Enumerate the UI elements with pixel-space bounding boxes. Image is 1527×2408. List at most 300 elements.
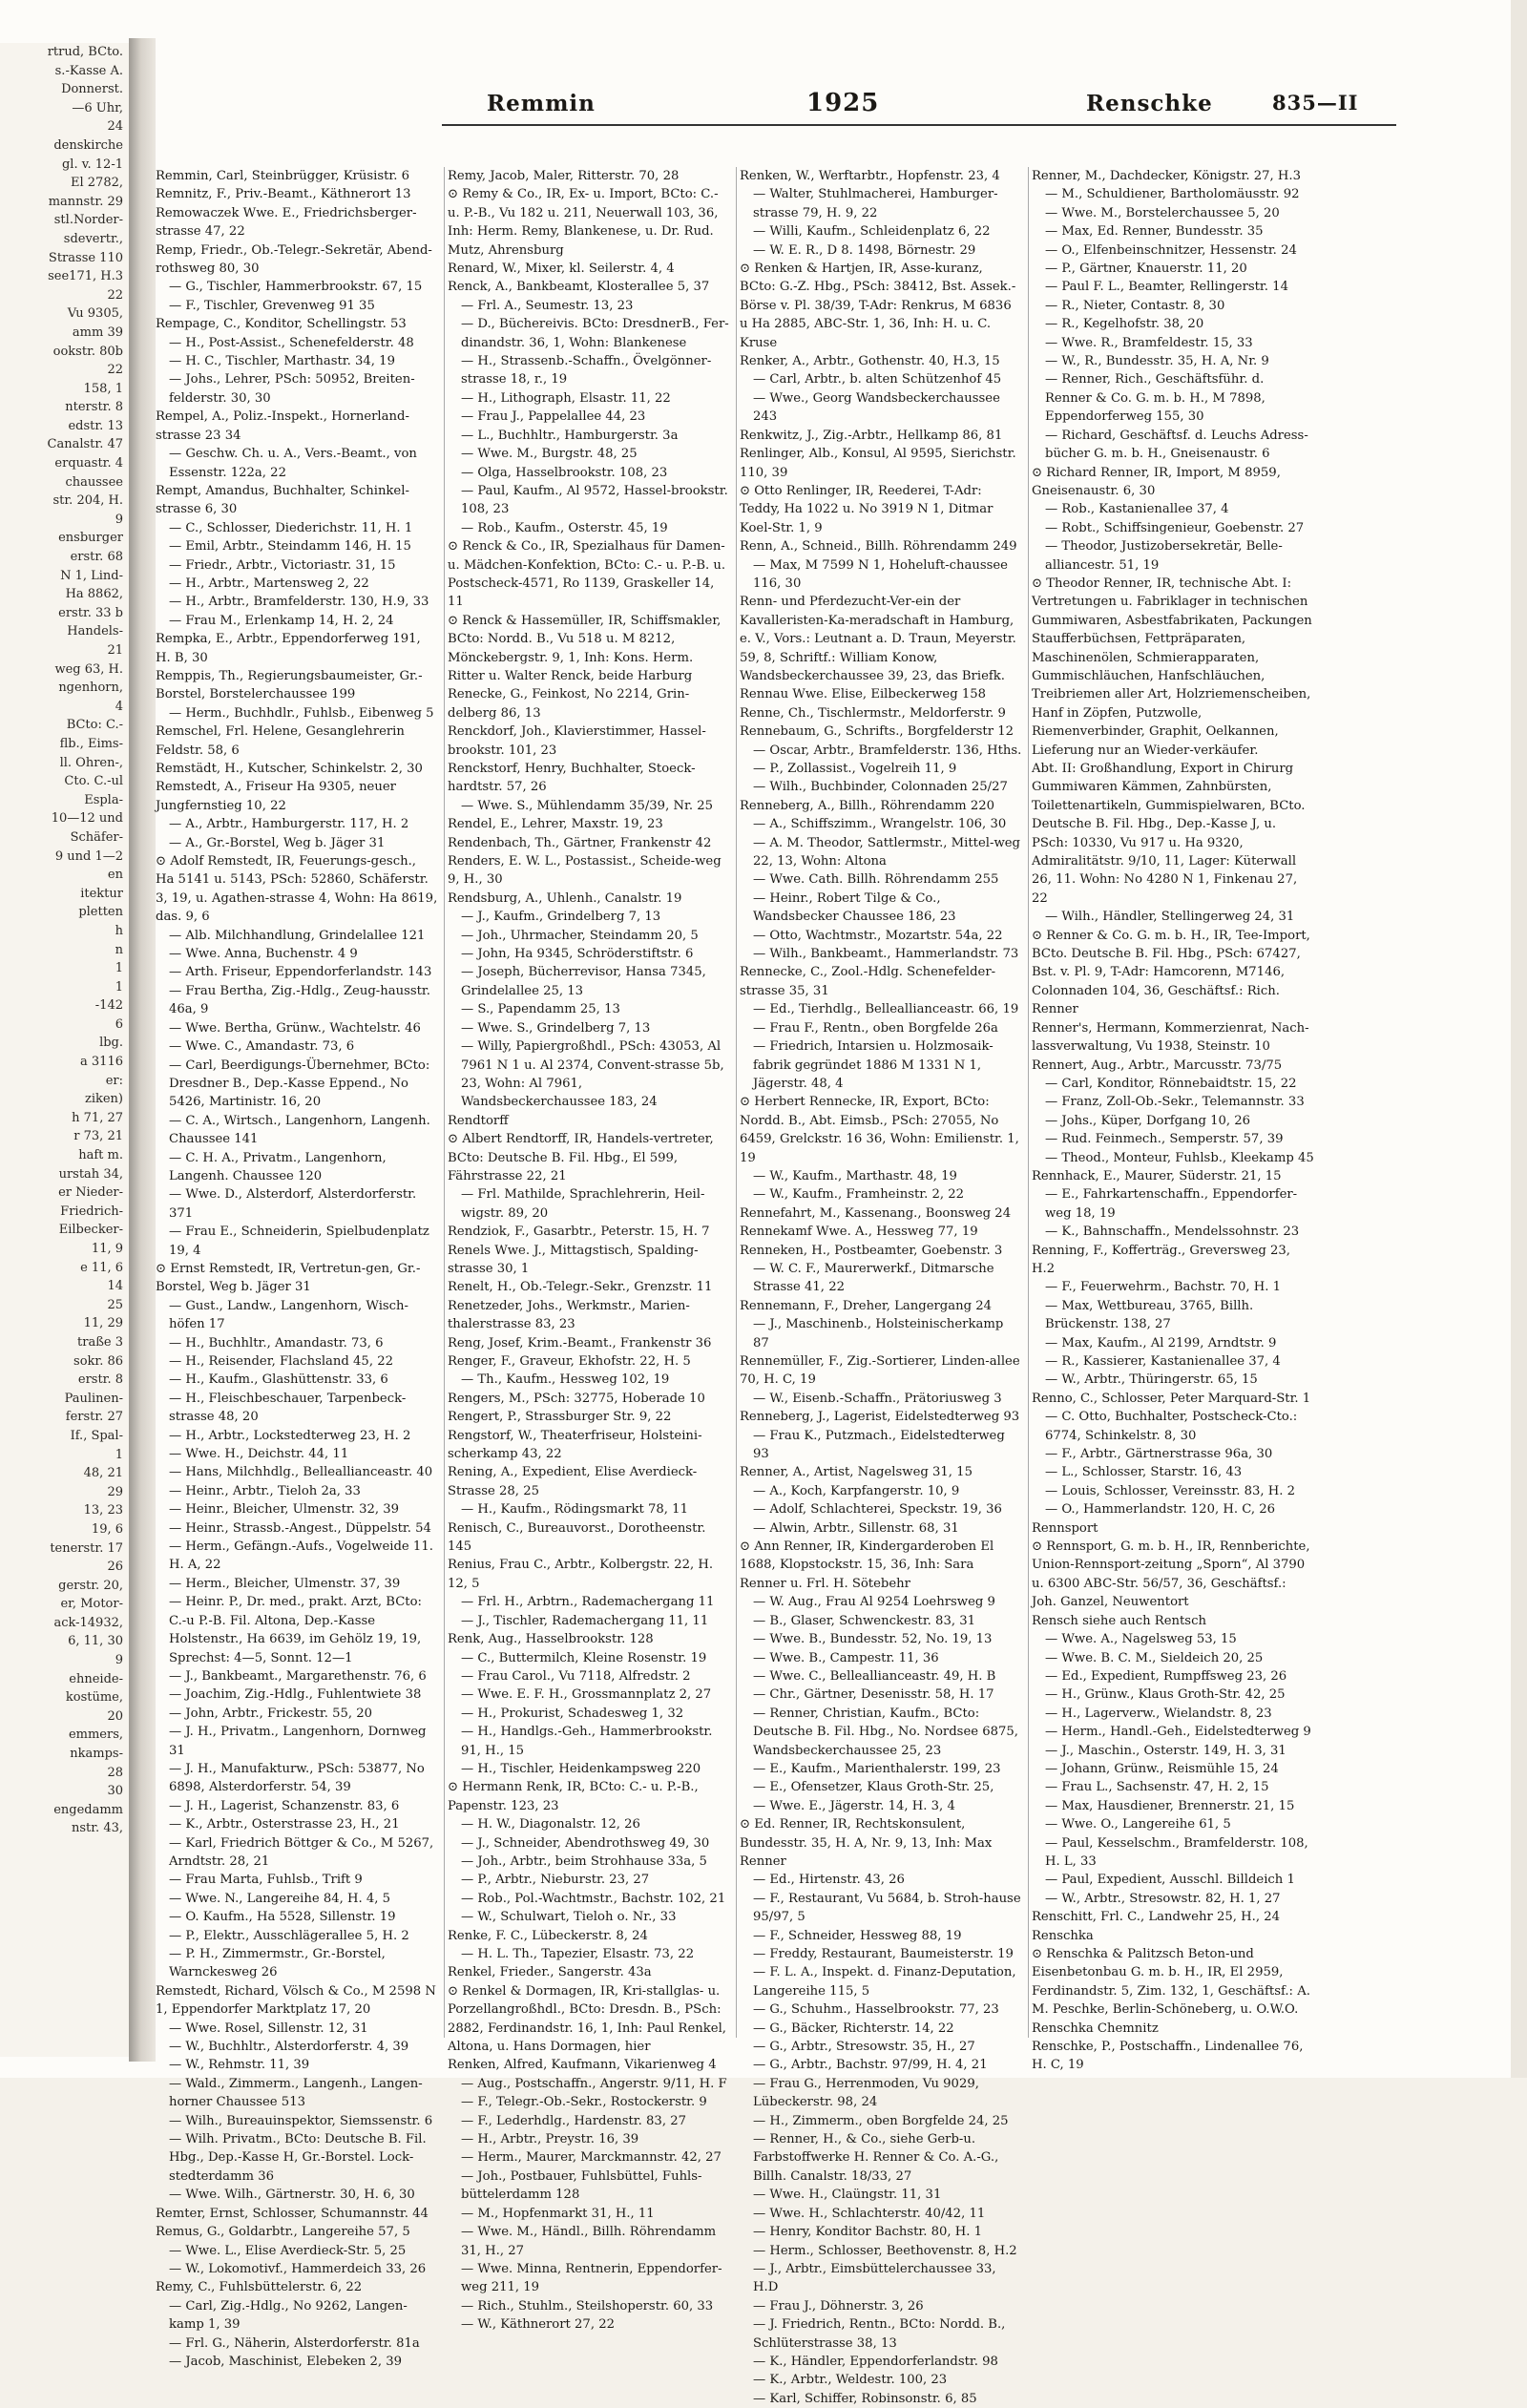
- directory-entry: Renken, W., Werftarbtr., Hopfenstr. 23, 4: [740, 169, 1000, 183]
- prev-page-line: traße 3: [77, 1334, 123, 1350]
- prev-page-line: haft m.: [78, 1148, 123, 1163]
- directory-entry: Renno, C., Schlosser, Peter Marquard-Str. 1: [1032, 1391, 1311, 1406]
- directory-entry: — W. E. R., D 8. 1498, Börnestr. 29: [753, 242, 976, 258]
- directory-entry: — H., Arbtr., Bramfelderstr. 130, H.9, 33: [169, 595, 429, 610]
- directory-entry: — Wwe. B., Bundesstr. 52, No. 19, 13: [753, 1632, 993, 1647]
- directory-entry: — Frl. G., Näherin, Alsterdorferstr. 81a: [169, 2335, 420, 2351]
- directory-entry: — Carl, Zig.-Hdlg., No 9262, Langen-kamp 1, 39: [169, 2298, 408, 2333]
- directory-entry: — Heinr., Bleicher, Ulmenstr. 32, 39: [169, 1502, 400, 1518]
- directory-entry: — L., Buchhltr., Hamburgerstr. 3a: [461, 428, 679, 443]
- prev-page-line: e 11, 6: [80, 1260, 123, 1275]
- prev-page-line: Espla-: [84, 792, 123, 807]
- directory-entry: — Heinr., Arbtr., Tieloh 2a, 33: [169, 1483, 361, 1498]
- directory-entry: — John, Ha 9345, Schröderstiftstr. 6: [461, 947, 694, 962]
- directory-entry: — B., Glaser, Schwenckestr. 83, 31: [753, 1613, 976, 1628]
- directory-entry: — O., Elfenbeinschnitzer, Hessenstr. 24: [1045, 242, 1297, 258]
- directory-entry: — J. Friedrich, Rentn., BCto: Nordd. B., Schlüterstrasse 38, 13: [753, 2317, 1006, 2351]
- directory-entry: — Joh., Uhrmacher, Steindamm 20, 5: [461, 928, 699, 943]
- directory-entry: — Frau J., Döhnerstr. 3, 26: [753, 2298, 924, 2314]
- directory-entry: Remnitz, F., Priv.-Beamt., Käthnerort 13: [156, 187, 411, 202]
- directory-entry: ⊙ Albert Rendtorff, IR, Handels-vertreter, BCto: Deutsche B. Fil. Hbg., El 599, Fährstrasse 22, 21: [448, 1132, 714, 1183]
- directory-entry: — F., Restaurant, Vu 5684, b. Stroh-hause 95/97, 5: [753, 1891, 1021, 1925]
- directory-entry: Rendziok, F., Gasarbtr., Peterstr. 15, H. 7: [448, 1225, 710, 1240]
- directory-entry: Remy, Jacob, Maler, Ritterstr. 70, 28: [448, 169, 680, 183]
- directory-entry: — Wwe. L., Elise Averdieck-Str. 5, 25: [169, 2243, 407, 2258]
- directory-entry: Rempka, E., Arbtr., Eppendorferweg 191, H. B, 30: [156, 632, 421, 665]
- directory-entry: — H. W., Diagonalstr. 12, 26: [461, 1817, 640, 1832]
- prev-page-line: erstr. 68: [70, 550, 123, 565]
- directory-entry: — H., Lithograph, Elsastr. 11, 22: [461, 390, 671, 406]
- directory-entry: Rennsport: [1032, 1520, 1098, 1536]
- directory-entry: Remppis, Th., Regierungsbaumeister, Gr.-Borstel, Borstelerchaussee 199: [156, 668, 423, 702]
- directory-entry: Renneberg, J., Lagerist, Eidelstedterweg 93: [740, 1410, 1020, 1425]
- directory-entry: Renner's, Hermann, Kommerzienrat, Nach-lassverwaltung, Vu 1938, Steinstr. 10: [1032, 1020, 1309, 1055]
- directory-entry: — Theodor, Justizobersekretär, Belle-alliancestr. 51, 19: [1045, 539, 1283, 573]
- directory-entry: Remowaczek Wwe. E., Friedrichsberger-strasse 47, 22: [156, 205, 417, 240]
- prev-page-line: Donnerst.: [61, 82, 123, 97]
- prev-page-line: 9: [115, 1653, 123, 1668]
- directory-entry: — Wwe. A., Nagelsweg 53, 15: [1045, 1632, 1237, 1647]
- prev-page-line: sokr. 86: [73, 1353, 123, 1369]
- prev-page-line: denskirche: [53, 137, 123, 153]
- header-year: 1925: [806, 89, 880, 117]
- prev-page-line: s.-Kasse A.: [54, 63, 123, 78]
- directory-entry: Renelt, H., Ob.-Telegr.-Sekr., Grenzstr. 11: [448, 1280, 713, 1295]
- directory-entry: — Heinr., Robert Tilge & Co., Wandsbecker Chaussee 186, 23: [753, 890, 956, 925]
- directory-entry: — M., Schuldiener, Bartholomäusstr. 92: [1045, 187, 1300, 202]
- directory-entry: — Frau M., Erlenkamp 14, H. 2, 24: [169, 613, 394, 628]
- directory-entry: — O. Kaufm., Ha 5528, Sillenstr. 19: [169, 1910, 396, 1925]
- directory-entry: Rennefahrt, M., Kassenang., Boonsweg 24: [740, 1205, 1012, 1221]
- directory-entry: — J., Bankbeamt., Margarethenstr. 76, 6: [169, 1668, 427, 1684]
- directory-entry: — Herm., Bleicher, Ulmenstr. 37, 39: [169, 1576, 401, 1591]
- directory-entry: Rempage, C., Konditor, Schellingstr. 53: [156, 317, 407, 332]
- directory-entry: — Wwe. Minna, Rentnerin, Eppendorfer-weg 211, 19: [461, 2261, 722, 2295]
- directory-entry: Rening, A., Expedient, Elise Averdieck-Strasse 28, 25: [448, 1465, 698, 1498]
- directory-entry: — J., Kaufm., Grindelberg 7, 13: [461, 910, 661, 925]
- prev-page-line: ehneide-: [69, 1671, 123, 1686]
- prev-page-line: 10—12 und: [51, 811, 123, 827]
- directory-entry: — Wwe. Cath. Billh. Röhrendamm 255: [753, 872, 999, 888]
- directory-entry: — Karl, Schiffer, Robinsonstr. 6, 85: [753, 2391, 977, 2406]
- directory-entry: Rennhack, E., Maurer, Süderstr. 21, 15: [1032, 1168, 1282, 1183]
- directory-entry: — Wwe. O., Langereihe 61, 5: [1045, 1817, 1231, 1832]
- directory-firm-entry: ⊙ Remy & Co., IR, Ex- u. Import, BCto: C.- u. P.-B., Vu 182 u. 211, Neuerwall 103, 36, Inh: Herm. Remy, Blankenese, u. Dr. Rud. Mutz, Ahrensburg: [448, 187, 719, 258]
- directory-entry: Rengstorf, W., Theaterfriseur, Holsteini-scherkamp 43, 22: [448, 1428, 702, 1462]
- directory-entry: — Wwe. E., Jägerstr. 14, H. 3, 4: [753, 1798, 955, 1813]
- column-divider: [444, 167, 445, 2038]
- directory-entry: — Wwe. N., Langereihe 84, H. 4, 5: [169, 1891, 391, 1906]
- directory-entry: Rennau Wwe. Elise, Eilbeckerweg 158: [740, 687, 987, 702]
- directory-entry: Rennemann, F., Dreher, Langergang 24: [740, 1298, 993, 1313]
- prev-page-line: If., Spal-: [70, 1428, 123, 1443]
- directory-entry: — Wwe. E. F. H., Grossmannplatz 2, 27: [461, 1687, 712, 1703]
- directory-entry: Renecke, G., Feinkost, No 2214, Grin-delberg 86, 13: [448, 687, 690, 721]
- directory-entry: — Wwe. M., Händl., Billh. Röhrendamm 31, H., 27: [461, 2225, 717, 2258]
- prev-page-line: 25: [107, 1297, 123, 1312]
- directory-entry: — Frl. A., Seumestr. 13, 23: [461, 298, 634, 313]
- directory-entry: — M., Hopfenmarkt 31, H., 11: [461, 2206, 655, 2221]
- directory-entry: Rempel, A., Poliz.-Inspekt., Hornerland-strasse 23 34: [156, 409, 409, 443]
- directory-entry: Rennekamf Wwe. A., Hessweg 77, 19: [740, 1225, 978, 1240]
- directory-entry: — W., Schulwart, Tieloh o. Nr., 33: [461, 1910, 677, 1925]
- header-last-entry: Renschke: [1086, 91, 1213, 116]
- directory-entry: Rengert, P., Strassburger Str. 9, 22: [448, 1410, 672, 1425]
- prev-page-line: pletten: [78, 905, 123, 920]
- directory-entry: Renger, F., Graveur, Ekhofstr. 22, H. 5: [448, 1354, 691, 1369]
- prev-page-line: gl. v. 12-1: [61, 157, 123, 172]
- directory-entry: — Walter, Stuhlmacherei, Hamburger-strasse 79, H. 9, 22: [753, 187, 998, 220]
- directory-page: [156, 43, 1511, 2406]
- directory-entry: — K., Arbtr., Osterstrasse 23, H., 21: [169, 1817, 400, 1832]
- directory-entry: — Wwe. D., Alsterdorf, Alsterdorferstr. 371: [169, 1187, 417, 1221]
- directory-entry: — P., Elektr., Ausschlägerallee 5, H. 2: [169, 1928, 409, 1943]
- directory-entry: — S., Papendamm 25, 13: [461, 1002, 620, 1017]
- directory-entry: — W., Arbtr., Thüringerstr. 65, 15: [1045, 1372, 1258, 1388]
- prev-page-line: 22: [107, 287, 123, 303]
- directory-entry: — F., Tischler, Grevenweg 91 35: [169, 298, 375, 313]
- directory-entry: — A. M. Theodor, Sattlermstr., Mittel-weg 22, 13, Wohn: Altona: [753, 835, 1020, 869]
- directory-entry: — Wwe. S., Grindelberg 7, 13: [461, 1020, 651, 1036]
- directory-entry: — Frl. H., Arbtrn., Rademachergang 11: [461, 1595, 715, 1610]
- directory-entry: — K., Händler, Eppendorferlandstr. 98: [753, 2354, 998, 2369]
- prev-page-line: Paulinen-: [64, 1391, 123, 1406]
- directory-firm-entry: ⊙ Richard Renner, IR, Import, M 8959, Gneisenaustr. 6, 30: [1032, 465, 1281, 498]
- directory-firm-entry: ⊙ Renck & Co., IR, Spezialhaus für Damen- u. Mädchen-Konfektion, BCto: C.- u. P.-B. u. Postscheck-4571, Ro 1139, Graskeller 14, 11: [448, 539, 726, 610]
- directory-entry: Rendenbach, Th., Gärtner, Frankenstr 42: [448, 835, 712, 850]
- directory-entry: — Rob., Kastanienallee 37, 4: [1045, 502, 1229, 517]
- directory-entry: — C., Schlosser, Diederichstr. 11, H. 1: [169, 520, 413, 535]
- directory-firm-entry: ⊙ Otto Renlinger, IR, Reederei, T-Adr: Teddy, Ha 1022 u. No 3919 N 1, Ditmar Koel-Str. 1, 9: [740, 483, 994, 535]
- directory-entry: — W., Buchhltr., Alsterdorferstr. 4, 39: [169, 2040, 409, 2055]
- directory-entry: — J., Maschinenb., Holsteinischerkamp 87: [753, 1317, 1004, 1351]
- prev-page-line: 6, 11, 30: [68, 1634, 123, 1649]
- directory-entry: Renetzeder, Johs., Werkmstr., Marien-thalerstrasse 83, 23: [448, 1298, 690, 1332]
- directory-entry: Rennebaum, G., Schrifts., Borgfelderstr 12: [740, 724, 1014, 740]
- directory-entry: — J. H., Privatm., Langenhorn, Dornweg 31: [169, 1725, 427, 1758]
- prev-page-line: Friedrich-: [60, 1204, 123, 1219]
- prev-page-line: erstr. 8: [77, 1372, 123, 1388]
- directory-entry: — H., Arbtr., Preystr. 16, 39: [461, 2132, 639, 2147]
- directory-entry: — A., Gr.-Borstel, Weg b. Jäger 31: [169, 835, 386, 850]
- directory-entry: Rennemüller, F., Zig.-Sortierer, Linden-allee 70, H. C, 19: [740, 1354, 1020, 1388]
- directory-entry: — Willy, Papiergroßhdl., PSch: 43053, Al 7961 N 1 u. Al 2374, Convent-strasse 5b, 23, Wohn: Al 7961, Wandsbeckerchaussee 183, 24: [461, 1039, 724, 1110]
- directory-entry: — John, Arbtr., Frickestr. 55, 20: [169, 1706, 373, 1721]
- directory-entry: — Joachim, Zig.-Hdlg., Fuhlentwiete 38: [169, 1687, 422, 1703]
- prev-page-line: Canalstr. 47: [47, 437, 123, 452]
- directory-entry: — P., Gärtner, Knauerstr. 11, 20: [1045, 262, 1247, 277]
- directory-entry: Remmin, Carl, Steinbrügger, Krüsistr. 6: [156, 169, 410, 183]
- directory-entry: Remstedt, A., Friseur Ha 9305, neuer Jungfernstieg 10, 22: [156, 780, 396, 813]
- directory-entry: Rendsburg, A., Uhlenh., Canalstr. 19: [448, 890, 682, 906]
- directory-firm-entry: ⊙ Renken & Hartjen, IR, Asse-kuranz, BCto: G.-Z. Hbg., PSch: 38412, Bst. Assek.-Börse v. Pl. 38/39, T-Adr: Renkrus, M 6836 u Ha 2885, ABC-Str. 1, 36, Inh: H. u. C. Kruse: [740, 262, 1016, 350]
- prev-page-line: ziken): [84, 1092, 123, 1107]
- directory-entry: — W. Aug., Frau Al 9254 Loehrsweg 9: [753, 1595, 995, 1610]
- prev-page-line: Ha 8862,: [65, 587, 123, 602]
- prev-page-line: 20: [107, 1708, 123, 1724]
- directory-entry: Renard, W., Mixer, kl. Seilerstr. 4, 4: [448, 262, 675, 277]
- prev-page-line: 1: [115, 979, 123, 995]
- directory-entry: — Wilh., Buchbinder, Colonnaden 25/27: [753, 780, 1008, 795]
- directory-entry: — H., Prokurist, Schadesweg 1, 32: [461, 1706, 684, 1721]
- prev-page-line: 9 und 1—2: [54, 848, 123, 864]
- directory-firm-entry: ⊙ Renkel & Dormagen, IR, Kri-stallglas- u. Porzellangroßhdl., BCto: Dresdn. B., PSch: 2882, Ferdinandstr. 16, 1, Inh: Paul Renkel, Altona, u. Hans Dormagen, hier: [448, 1983, 726, 2055]
- directory-entry: — Rich., Stuhlm., Steilshoperstr. 60, 33: [461, 2298, 714, 2314]
- prev-page-line: nterstr. 8: [65, 400, 123, 415]
- prev-page-line: er, Motor-: [60, 1597, 123, 1612]
- directory-entry: Renschitt, Frl. C., Landwehr 25, H., 24: [1032, 1910, 1280, 1925]
- column-3: [740, 167, 1022, 2406]
- directory-entry: Renning, F., Kofferträg., Greversweg 23, H.2: [1032, 1243, 1290, 1276]
- directory-entry: — H., Tischler, Heidenkampsweg 220: [461, 1761, 701, 1776]
- prev-page-line: BCto: C.-: [66, 718, 123, 733]
- directory-entry: — C. A., Wirtsch., Langenhorn, Langenh. Chaussee 141: [169, 1113, 430, 1147]
- directory-entry: — W., Käthnerort 27, 22: [461, 2317, 615, 2333]
- directory-entry: — Franz, Zoll-Ob.-Sekr., Telemannstr. 33: [1045, 1095, 1305, 1110]
- directory-entry: Abt. II: Großhandlung, Export in Chirurg Gummiwaren Kämmen, Zahnbürsten, Toilettenartikeln, Gummispielwaren, BCto. Deutsche B. Fil. Hbg., Dep.-Kasse J, u. PSch: 10330, Vu 917 u. Ha 9320, Admiralitätstr. 9/10, 11, Lager: Küterwall 26, 11. Wohn: No 4280 N 1, Finkenau 27, 22: [1032, 762, 1306, 906]
- prev-page-line: ngenhorn,: [58, 681, 123, 696]
- directory-entry: — Herm., Gefängn.-Aufs., Vogelweide 11. H. A, 22: [169, 1539, 433, 1573]
- prev-page-line: 48, 21: [83, 1466, 123, 1481]
- directory-entry: — Heinr. P., Dr. med., prakt. Arzt, BCto: C.-u P.-B. Fil. Altona, Dep.-Kasse Holstenstr., Ha 6639, im Gehölz 19, 19, Sprechst: 4—5, Sonnt. 12—1: [169, 1595, 422, 1665]
- directory-entry: — W. C. F., Maurerwerkf., Ditmarsche Strasse 41, 22: [753, 1261, 994, 1295]
- prev-page-line: str. 204, H.: [52, 493, 123, 509]
- prev-page-line: —6 Uhr,: [72, 100, 123, 115]
- prev-page-line: 1: [115, 961, 123, 976]
- prev-page-line: 22: [107, 363, 123, 378]
- prev-page-line: stl.Norder-: [53, 213, 123, 228]
- directory-entry: Renders, E. W. L., Postassist., Scheide-weg 9, H., 30: [448, 854, 722, 888]
- directory-entry: Rennecke, C., Zool.-Hdlg. Schenefelder-strasse 35, 31: [740, 965, 996, 998]
- directory-entry: Reng, Josef, Krim.-Beamt., Frankenstr 36: [448, 1335, 712, 1351]
- directory-entry: — Wwe. Bertha, Grünw., Wachtelstr. 46: [169, 1020, 421, 1036]
- directory-entry: — H., Kaufm., Glashüttenstr. 33, 6: [169, 1372, 388, 1388]
- directory-entry: Remter, Ernst, Schlosser, Schumannstr. 44: [156, 2206, 429, 2221]
- directory-entry: — Paul, Kaufm., Al 9572, Hassel-brookstr. 108, 23: [461, 483, 728, 517]
- prev-page-line: Eilbecker-: [58, 1223, 123, 1238]
- prev-page-line: Vu 9305,: [67, 306, 123, 322]
- directory-entry: — H., Handlgs.-Geh., Hammerbrookstr. 91, H., 15: [461, 1725, 713, 1758]
- directory-firm-entry: ⊙ Ed. Renner, IR, Rechtskonsulent, Bundesstr. 35, H. A, Nr. 9, 13, Inh: Max Renner: [740, 1817, 993, 1869]
- directory-entry: — H., Arbtr., Martensweg 2, 22: [169, 576, 369, 591]
- prev-page-line: edstr. 13: [68, 418, 123, 433]
- column-divider: [1028, 167, 1029, 2038]
- directory-firm-entry: ⊙ Hermann Renk, IR, BCto: C.- u. P.-B., Papenstr. 123, 23: [448, 1780, 699, 1813]
- directory-entry: — Frau Marta, Fuhlsb., Trift 9: [169, 1873, 363, 1888]
- prev-page-line: ferstr. 27: [65, 1410, 123, 1425]
- directory-entry: — Wilh., Bureauinspektor, Siemssenstr. 6: [169, 2113, 433, 2128]
- header-first-entry: Remmin: [487, 91, 596, 116]
- directory-entry: — W., Lokomotivf., Hammerdeich 33, 26: [169, 2261, 427, 2276]
- directory-entry: — Max, Wettbureau, 3765, Billh. Brückenstr. 138, 27: [1045, 1298, 1254, 1332]
- directory-entry: — Wwe. Rosel, Sillenstr. 12, 31: [169, 2021, 368, 2036]
- header-rule: [442, 124, 1396, 126]
- directory-entry: — Wwe. H., Schlachterstr. 40/42, 11: [753, 2206, 986, 2221]
- directory-entry: — Renner, Christian, Kaufm., BCto: Deutsche B. Fil. Hbg., No. Nordsee 6875, Wandsbeckerchaussee 25, 23: [753, 1706, 1018, 1758]
- directory-entry: — W., Eisenb.-Schaffn., Prätoriusweg 3: [753, 1391, 1002, 1406]
- prev-page-line: gerstr. 20,: [58, 1578, 123, 1593]
- prev-page-line: 6: [115, 1016, 123, 1032]
- directory-entry: — Herm., Maurer, Marckmannstr. 42, 27: [461, 2150, 722, 2166]
- directory-entry: — Henry, Konditor Bachstr. 80, H. 1: [753, 2225, 983, 2240]
- directory-entry: — Frau E., Schneiderin, Spielbudenplatz 19, 4: [169, 1225, 429, 1258]
- directory-entry: Renn, A., Schneid., Billh. Röhrendamm 249: [740, 539, 1017, 555]
- page-edge: [1511, 0, 1527, 2078]
- prev-page-line: 19, 6: [91, 1521, 123, 1537]
- directory-entry: — H., Post-Assist., Schenefelderstr. 48: [169, 335, 414, 350]
- directory-entry: — E., Kaufm., Marienthalerstr. 199, 23: [753, 1761, 1001, 1776]
- directory-entry: ⊙ Ann Renner, IR, Kindergarderoben El 1688, Klopstockstr. 15, 36, Inh: Sara Renner u. Frl. H. Sötebehr: [740, 1539, 994, 1591]
- prev-page-line: flb., Eims-: [59, 736, 123, 751]
- directory-entry: — L., Schlosser, Starstr. 16, 43: [1045, 1465, 1243, 1480]
- prev-page-line: lbg.: [99, 1036, 123, 1051]
- directory-entry: — Herm., Schlosser, Beethovenstr. 8, H.2: [753, 2243, 1017, 2258]
- directory-entry: — Wwe. C., Belleallianceastr. 49, H. B: [753, 1668, 996, 1684]
- directory-entry: — G., Bäcker, Richterstr. 14, 22: [753, 2021, 954, 2036]
- prev-page-line: rtrud, BCto.: [47, 45, 123, 59]
- directory-entry: — F., Arbtr., Gärtnerstrasse 96a, 30: [1045, 1447, 1273, 1462]
- directory-entry: — H., Arbtr., Lockstedterweg 23, H. 2: [169, 1428, 411, 1443]
- directory-entry: — Jacob, Maschinist, Elebeken 2, 39: [169, 2354, 403, 2369]
- prev-page-line: urstah 34,: [58, 1166, 123, 1182]
- prev-page-line: 28: [107, 1765, 123, 1780]
- directory-entry: — H., Buchhltr., Amandastr. 73, 6: [169, 1335, 384, 1351]
- directory-entry: Renner, A., Artist, Nagelsweg 31, 15: [740, 1465, 973, 1480]
- directory-entry: — Frau Carol., Vu 7118, Alfredstr. 2: [461, 1668, 691, 1684]
- directory-entry: — P., Zollassist., Vogelreih 11, 9: [753, 762, 957, 776]
- directory-entry: — Ed., Hirtenstr. 43, 26: [753, 1873, 905, 1888]
- directory-entry: — Frl. Mathilde, Sprachlehrerin, Heil-wigstr. 89, 20: [461, 1187, 705, 1221]
- directory-entry: — R., Kegelhofstr. 38, 20: [1045, 317, 1204, 332]
- directory-entry: — O., Hammerlandstr. 120, H. C, 26: [1045, 1502, 1276, 1518]
- directory-entry: — F., Feuerwehrm., Bachstr. 70, H. 1: [1045, 1280, 1282, 1295]
- prev-page-line: chaussee: [65, 474, 123, 490]
- prev-page-line: h 71, 27: [72, 1110, 123, 1125]
- prev-page-line: r 73, 21: [73, 1129, 123, 1144]
- prev-page-line: 4: [115, 699, 123, 714]
- directory-entry: — Herm., Handl.-Geh., Eidelstedterweg 9: [1045, 1725, 1311, 1740]
- prev-page-line: itektur: [80, 886, 123, 901]
- directory-entry: — Wilh., Bankbeamt., Hammerlandstr. 73: [753, 947, 1019, 962]
- prev-page-line: 1: [115, 1447, 123, 1462]
- directory-entry: — Freddy, Restaurant, Baumeisterstr. 19: [753, 1947, 1014, 1961]
- directory-entry: — F., Lederhdlg., Hardenstr. 83, 27: [461, 2113, 686, 2128]
- directory-entry: — Johs., Lehrer, PSch: 50952, Breiten-felderstr. 30, 30: [169, 372, 415, 406]
- directory-entry: — Chr., Gärtner, Desenisstr. 58, H. 17: [753, 1687, 994, 1703]
- directory-entry: Remstedt, Richard, Völsch & Co., M 2598 N 1, Eppendorfer Marktplatz 17, 20: [156, 1983, 436, 2018]
- directory-entry: — Rob., Pol.-Wachtmstr., Bachstr. 102, 21: [461, 1891, 726, 1906]
- directory-entry: — H., Zimmerm., oben Borgfelde 24, 25: [753, 2113, 1009, 2128]
- directory-entry: Renkwitz, J., Zig.-Arbtr., Hellkamp 86, 81: [740, 428, 1003, 443]
- prev-page-line: 11, 9: [91, 1242, 123, 1256]
- directory-entry: — J., Arbtr., Eimsbüttelerchaussee 33, H.D: [753, 2261, 996, 2295]
- directory-firm-entry: ⊙ Ernst Remstedt, IR, Vertretun-gen, Gr.-Borstel, Weg b. Jäger 31: [156, 1261, 421, 1295]
- directory-entry: — H. L. Th., Tapezier, Elsastr. 73, 22: [461, 1947, 695, 1961]
- directory-entry: — J., Maschin., Osterstr. 149, H. 3, 31: [1045, 1743, 1286, 1758]
- directory-entry: — Wwe. M., Borstelerchaussee 5, 20: [1045, 205, 1280, 220]
- directory-entry: — Louis, Schlosser, Vereinsstr. 83, H. 2: [1045, 1483, 1296, 1498]
- directory-entry: — Wwe. Wilh., Gärtnerstr. 30, H. 6, 30: [169, 2188, 415, 2203]
- directory-entry: — A., Arbtr., Hamburgerstr. 117, H. 2: [169, 817, 409, 832]
- directory-entry: — Robt., Schiffsingenieur, Goebenstr. 27: [1045, 520, 1305, 535]
- directory-entry: Renckdorf, Joh., Klavierstimmer, Hassel-brookstr. 101, 23: [448, 724, 706, 758]
- header-page-number: 835—II: [1272, 91, 1359, 115]
- directory-entry: — Wwe. H., Claüngstr. 11, 31: [753, 2188, 942, 2203]
- directory-entry: — Wwe., Georg Wandsbeckerchaussee 243: [753, 390, 1000, 425]
- directory-entry: — Max, M 7599 N 1, Hoheluft-chaussee 116, 30: [753, 557, 1008, 591]
- directory-entry: — Max, Hausdiener, Brennerstr. 21, 15: [1045, 1798, 1295, 1813]
- directory-entry: — Adolf, Schlachterei, Speckstr. 19, 36: [753, 1502, 1002, 1518]
- prev-page-line: 14: [107, 1279, 123, 1294]
- prev-page-line: weg 63, H.: [54, 661, 123, 677]
- directory-entry: — Johs., Küper, Dorfgang 10, 26: [1045, 1113, 1251, 1128]
- prev-page-line: Schäfer-: [70, 829, 123, 845]
- directory-entry: — E., Fahrkartenschaffn., Eppendorfer-weg 18, 19: [1045, 1187, 1298, 1221]
- directory-entry: — Karl, Friedrich Böttger & Co., M 5267, Arndtstr. 28, 21: [169, 1835, 434, 1869]
- directory-entry: Remstädt, H., Kutscher, Schinkelstr. 2, 30: [156, 762, 423, 776]
- directory-firm-entry: ⊙ Rennsport, G. m. b. H., IR, Rennberichte, Union-Rennsport-zeitung „Sporn“, Al 3790 u. 6300 ABC-Str. 56/57, 36, Geschäftsf.: Joh. Ganzel, Neuwentort: [1032, 1539, 1310, 1610]
- directory-entry: Renne, Ch., Tischlermstr., Meldorferstr. 9: [740, 705, 1006, 721]
- directory-firm-entry: ⊙ Renner & Co. G. m. b. H., IR, Tee-Import, BCto. Deutsche B. Fil. Hbg., PSch: 67427, Bst. v. Pl. 9, T-Adr: Hamcorenn, M7146, Colonnaden 104, 36, Geschäftsf.: Rich. Renner: [1032, 928, 1310, 1017]
- prev-page-line: 26: [107, 1560, 123, 1575]
- directory-entry: — Wwe. C., Amandastr. 73, 6: [169, 1039, 355, 1055]
- directory-entry: — Willi, Kaufm., Schleidenplatz 6, 22: [753, 224, 991, 240]
- directory-entry: Renneken, H., Postbeamter, Goebenstr. 3: [740, 1243, 1003, 1258]
- directory-entry: Renn- und Pferdezucht-Ver-ein der Kavalleristen-Ka-meradschaft in Hamburg, e. V., Vors.: Leutnant a. D. Traun, Meyerstr. 59, 8, Schriftf.: William Konow, Wandsbeckerchaussee 39, 23, das Briefk.: [740, 595, 1016, 683]
- directory-entry: — G., Arbtr., Bachstr. 97/99, H. 4, 21: [753, 2058, 988, 2073]
- prev-page-line: 21: [107, 643, 123, 658]
- directory-entry: Renius, Frau C., Arbtr., Kolbergstr. 22, H. 12, 5: [448, 1558, 714, 1591]
- directory-entry: — K., Bahnschaffn., Mendelssohnstr. 23: [1045, 1225, 1300, 1240]
- directory-entry: — J. H., Manufakturw., PSch: 53877, No 6898, Alsterdorferstr. 54, 39: [169, 1761, 425, 1795]
- directory-entry: Rengers, M., PSch: 32775, Hoberade 10: [448, 1391, 705, 1406]
- directory-entry: — Herm., Buchhdlr., Fuhlsb., Eibenweg 5: [169, 705, 434, 721]
- prev-page-line: 30: [107, 1784, 123, 1799]
- directory-entry: Renschke, P., Postschaffn., Lindenallee 76, H. C, 19: [1032, 2040, 1304, 2073]
- directory-entry: Renk, Aug., Hasselbrookstr. 128: [448, 1632, 654, 1647]
- directory-entry: — Frau J., Pappelallee 44, 23: [461, 409, 646, 425]
- directory-entry: — R., Kassierer, Kastanienallee 37, 4: [1045, 1354, 1281, 1369]
- directory-entry: — R., Nieter, Contastr. 8, 30: [1045, 298, 1225, 313]
- directory-entry: — Paul F. L., Beamter, Rellingerstr. 14: [1045, 280, 1288, 295]
- directory-entry: — Frau Bertha, Zig.-Hdlg., Zeug-hausstr. 46a, 9: [169, 983, 430, 1017]
- directory-entry: — Emil, Arbtr., Steindamm 146, H. 15: [169, 539, 411, 555]
- prev-page-line: 13, 23: [83, 1503, 123, 1518]
- directory-entry: — K., Arbtr., Weldestr. 100, 23: [753, 2373, 948, 2388]
- directory-entry: Renke, F. C., Lübeckerstr. 8, 24: [448, 1928, 648, 1943]
- prev-page-line: N 1, Lind-: [60, 568, 123, 583]
- directory-entry: — Frau G., Herrenmoden, Vu 9029, Lübeckerstr. 98, 24: [753, 2076, 979, 2110]
- directory-entry: — H., Kaufm., Rödingsmarkt 78, 11: [461, 1502, 688, 1518]
- prev-page-line: h: [115, 923, 123, 938]
- directory-entry: — W., Kaufm., Marthastr. 48, 19: [753, 1168, 957, 1183]
- prev-page-line: nkamps-: [70, 1747, 123, 1762]
- prev-page-line: ookstr. 80b: [52, 344, 123, 359]
- directory-entry: — Frau L., Sachsenstr. 47, H. 2, 15: [1045, 1780, 1269, 1795]
- prev-page-line: Handels-: [67, 624, 123, 639]
- directory-entry: — Wwe. H., Deichstr. 44, 11: [169, 1447, 349, 1462]
- directory-entry: Remy, C., Fuhlsbüttelerstr. 6, 22: [156, 2280, 363, 2295]
- directory-entry: — Alb. Milchhandlung, Grindelallee 121: [169, 928, 426, 943]
- directory-entry: — C., Buttermilch, Kleine Rosenstr. 19: [461, 1650, 707, 1665]
- directory-entry: — Friedrich, Intarsien u. Holzmosaik-fabrik gegründet 1886 M 1331 N 1, Jägerstr. 48, 4: [753, 1039, 994, 1091]
- prev-page-line: emmers,: [68, 1727, 123, 1743]
- directory-entry: Remus, G., Goldarbtr., Langereihe 57, 5: [156, 2225, 410, 2240]
- directory-entry: — G., Schuhm., Hasselbrookstr. 77, 23: [753, 2002, 999, 2018]
- prev-page-line: erquastr. 4: [54, 456, 123, 471]
- directory-entry: Renkel, Frieder., Sangerstr. 43a: [448, 1965, 652, 1980]
- directory-entry: — J., Schneider, Abendrothsweg 49, 30: [461, 1835, 710, 1851]
